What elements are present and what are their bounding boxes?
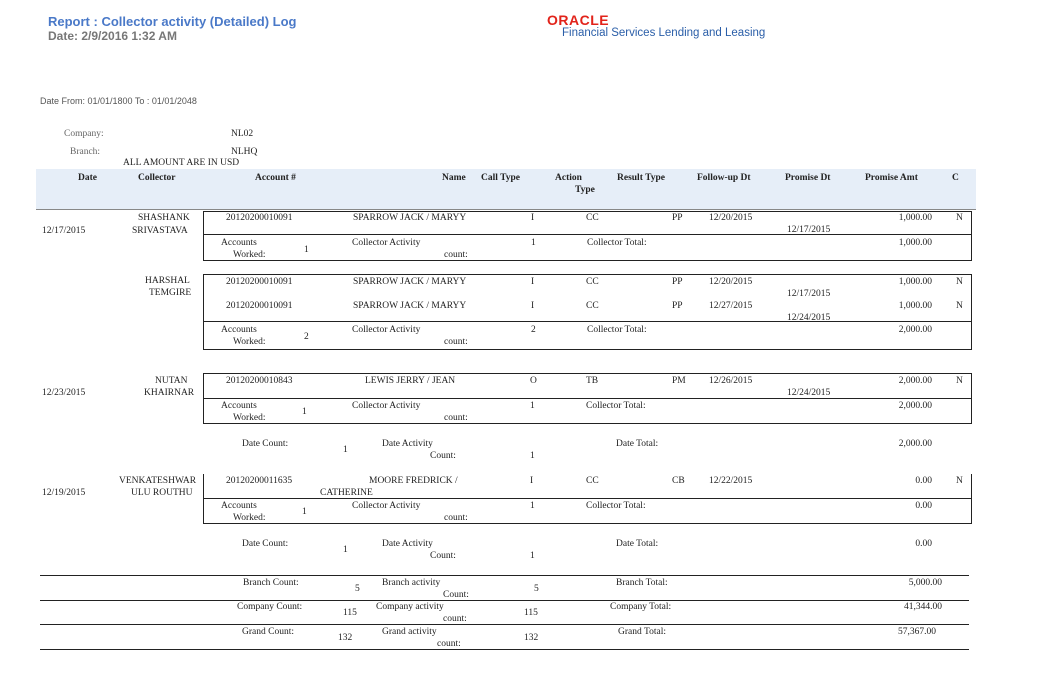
c-flag: N bbox=[956, 277, 963, 287]
col-account: Account # bbox=[255, 173, 296, 183]
col-date: Date bbox=[78, 173, 97, 183]
collector-name: HARSHAL bbox=[145, 276, 190, 286]
result-type: PP bbox=[672, 301, 683, 311]
account-number: 20120200010091 bbox=[226, 301, 293, 311]
collector-activity-label: Collector Activity bbox=[352, 238, 421, 248]
grand-total-value: 57,367.00 bbox=[898, 627, 936, 637]
collector-activity-value: 1 bbox=[530, 501, 535, 511]
collector-total-value: 2,000.00 bbox=[898, 325, 932, 335]
collector-activity-label-2: count: bbox=[444, 337, 468, 347]
summary-divider bbox=[40, 575, 969, 576]
accounts-worked-value: 1 bbox=[302, 507, 307, 517]
collector-total-label: Collector Total: bbox=[586, 401, 646, 411]
result-type: PP bbox=[672, 277, 683, 287]
action-type: CC bbox=[586, 301, 599, 311]
collector-name: SHASHANK bbox=[138, 213, 190, 223]
company-activity-value: 115 bbox=[524, 608, 538, 618]
summary-divider bbox=[40, 600, 969, 601]
promise-amount: 1,000.00 bbox=[898, 301, 932, 311]
promise-amount: 1,000.00 bbox=[898, 213, 932, 223]
branch-count-label: Branch Count: bbox=[243, 578, 299, 588]
call-type: I bbox=[531, 301, 535, 311]
branch-total-label: Branch Total: bbox=[616, 578, 668, 588]
date-total-label: Date Total: bbox=[616, 539, 659, 549]
company-activity-label: Company activity bbox=[376, 602, 444, 612]
col-collector: Collector bbox=[138, 173, 176, 183]
customer-name-2: CATHERINE bbox=[320, 488, 373, 498]
accounts-worked-label-2: Worked: bbox=[233, 250, 266, 260]
currency-note: ALL AMOUNT ARE IN USD bbox=[123, 158, 240, 168]
promise-date: 12/24/2015 bbox=[787, 313, 831, 323]
accounts-worked-label-2: Worked: bbox=[233, 337, 266, 347]
accounts-worked-label-2: Worked: bbox=[233, 413, 266, 423]
branch-total-value: 5,000.00 bbox=[908, 578, 942, 588]
accounts-worked-label: Accounts bbox=[221, 238, 257, 248]
collector-activity-value: 1 bbox=[531, 238, 536, 248]
call-type: I bbox=[530, 476, 534, 486]
c-flag: N bbox=[956, 213, 963, 223]
action-type: TB bbox=[586, 376, 599, 386]
collector-total-value: 2,000.00 bbox=[898, 401, 932, 411]
report-date: Date: 2/9/2016 1:32 AM bbox=[48, 29, 177, 43]
collector-total-label: Collector Total: bbox=[587, 238, 647, 248]
action-type: CC bbox=[586, 213, 599, 223]
accounts-worked-value: 1 bbox=[302, 407, 307, 417]
collector-name-2: SRIVASTAVA bbox=[132, 226, 188, 236]
col-name: Name bbox=[442, 173, 466, 183]
followup-date: 12/20/2015 bbox=[709, 213, 753, 223]
company-value: NL02 bbox=[231, 129, 254, 139]
branch-activity-label: Branch activity bbox=[382, 578, 441, 588]
followup-date: 12/20/2015 bbox=[709, 277, 753, 287]
date-count-value: 1 bbox=[343, 545, 348, 555]
group-date: 12/19/2015 bbox=[42, 488, 86, 498]
accounts-worked-label-2: Worked: bbox=[233, 513, 266, 523]
action-type: CC bbox=[586, 277, 599, 287]
accounts-worked-label: Accounts bbox=[221, 401, 257, 411]
promise-date: 12/24/2015 bbox=[787, 388, 831, 398]
account-number: 20120200010091 bbox=[226, 277, 293, 287]
date-activity-label: Date Activity bbox=[382, 439, 433, 449]
collector-name: NUTAN bbox=[155, 376, 188, 386]
accounts-worked-label: Accounts bbox=[221, 325, 257, 335]
date-total-value: 0.00 bbox=[915, 539, 932, 549]
collector-total-label: Collector Total: bbox=[587, 325, 647, 335]
date-range: Date From: 01/01/1800 To : 01/01/2048 bbox=[40, 96, 197, 106]
branch-count-value: 5 bbox=[355, 584, 360, 594]
customer-name: SPARROW JACK / MARYY bbox=[353, 213, 467, 223]
promise-date: 12/17/2015 bbox=[787, 289, 831, 299]
promise-amount: 2,000.00 bbox=[898, 376, 932, 386]
company-activity-label-2: count: bbox=[443, 614, 467, 624]
date-count-label: Date Count: bbox=[242, 439, 289, 449]
call-type: I bbox=[531, 213, 535, 223]
branch-label: Branch: bbox=[70, 147, 101, 157]
grand-total-label: Grand Total: bbox=[618, 627, 666, 637]
summary-divider bbox=[40, 649, 969, 650]
account-number: 20120200010091 bbox=[226, 213, 293, 223]
date-total-label: Date Total: bbox=[616, 439, 659, 449]
c-flag: N bbox=[956, 301, 963, 311]
collector-activity-label: Collector Activity bbox=[352, 501, 421, 511]
grand-activity-value: 132 bbox=[524, 633, 539, 643]
collector-activity-value: 2 bbox=[531, 325, 536, 335]
accounts-worked-value: 1 bbox=[304, 245, 309, 255]
collector-name-2: KHAIRNAR bbox=[144, 388, 195, 398]
action-type: CC bbox=[586, 476, 599, 486]
branch-activity-value: 5 bbox=[534, 584, 539, 594]
collector-name-2: ULU ROUTHU bbox=[131, 488, 193, 498]
call-type: I bbox=[531, 277, 535, 287]
date-activity-value: 1 bbox=[530, 451, 535, 461]
group-date: 12/23/2015 bbox=[42, 388, 86, 398]
followup-date: 12/22/2015 bbox=[709, 476, 753, 486]
grand-count-value: 132 bbox=[338, 633, 353, 643]
collector-total-value: 1,000.00 bbox=[898, 238, 932, 248]
customer-name: SPARROW JACK / MARYY bbox=[353, 277, 467, 287]
date-activity-label: Date Activity bbox=[382, 539, 433, 549]
result-type: PP bbox=[672, 213, 683, 223]
collector-total-value: 0.00 bbox=[915, 501, 932, 511]
company-total-label: Company Total: bbox=[610, 602, 672, 612]
collector-activity-label-2: count: bbox=[444, 513, 468, 523]
customer-name: SPARROW JACK / MARYY bbox=[353, 301, 467, 311]
date-activity-label-2: Count: bbox=[430, 451, 456, 461]
account-number: 20120200011635 bbox=[226, 476, 293, 486]
summary-divider bbox=[40, 624, 969, 625]
date-total-value: 2,000.00 bbox=[898, 439, 932, 449]
col-action-type: Action bbox=[555, 173, 582, 183]
brand-subtitle: Financial Services Lending and Leasing bbox=[562, 27, 766, 39]
c-flag: N bbox=[956, 376, 963, 386]
col-promise-amt: Promise Amt bbox=[865, 173, 918, 183]
header-divider bbox=[36, 209, 976, 210]
collector-activity-label-2: count: bbox=[444, 250, 468, 260]
company-label: Company: bbox=[64, 129, 104, 139]
group-date: 12/17/2015 bbox=[42, 226, 86, 236]
col-promise-dt: Promise Dt bbox=[785, 173, 831, 183]
promise-amount: 1,000.00 bbox=[898, 277, 932, 287]
branch-value: NLHQ bbox=[231, 147, 258, 157]
customer-name: MOORE FREDRICK / bbox=[369, 476, 458, 486]
date-activity-label-2: Count: bbox=[430, 551, 456, 561]
report-title: Report : Collector activity (Detailed) Log bbox=[48, 14, 297, 29]
col-call-type: Call Type bbox=[481, 173, 520, 183]
date-activity-value: 1 bbox=[530, 551, 535, 561]
result-type: CB bbox=[672, 476, 685, 486]
collector-activity-label-2: count: bbox=[444, 413, 468, 423]
collector-total-label: Collector Total: bbox=[586, 501, 646, 511]
company-count-label: Company Count: bbox=[237, 602, 303, 612]
company-total-value: 41,344.00 bbox=[904, 602, 942, 612]
call-type: O bbox=[530, 376, 537, 386]
accounts-worked-value: 2 bbox=[304, 332, 309, 342]
grand-activity-label-2: count: bbox=[437, 639, 461, 649]
collector-name: VENKATESHWAR bbox=[119, 476, 197, 486]
collector-activity-label: Collector Activity bbox=[352, 325, 421, 335]
c-flag: N bbox=[956, 476, 963, 486]
col-followup: Follow-up Dt bbox=[697, 173, 751, 183]
account-number: 20120200010843 bbox=[226, 376, 293, 386]
collector-name-2: TEMGIRE bbox=[149, 288, 192, 298]
col-action-type-2: Type bbox=[575, 185, 595, 195]
branch-activity-label-2: Count: bbox=[443, 590, 469, 600]
date-count-value: 1 bbox=[343, 445, 348, 455]
company-count-value: 115 bbox=[343, 608, 357, 618]
customer-name: LEWIS JERRY / JEAN bbox=[365, 376, 456, 386]
grand-activity-label: Grand activity bbox=[382, 627, 437, 637]
followup-date: 12/26/2015 bbox=[709, 376, 753, 386]
accounts-worked-label: Accounts bbox=[221, 501, 257, 511]
promise-amount: 0.00 bbox=[915, 476, 932, 486]
grand-count-label: Grand Count: bbox=[242, 627, 294, 637]
promise-date: 12/17/2015 bbox=[787, 225, 831, 235]
col-result-type: Result Type bbox=[617, 173, 665, 183]
collector-activity-value: 1 bbox=[530, 401, 535, 411]
col-c: C bbox=[952, 173, 959, 183]
followup-date: 12/27/2015 bbox=[709, 301, 753, 311]
date-count-label: Date Count: bbox=[242, 539, 289, 549]
collector-activity-label: Collector Activity bbox=[352, 401, 421, 411]
result-type: PM bbox=[672, 376, 686, 386]
oracle-logo: ORACLE bbox=[547, 12, 610, 28]
